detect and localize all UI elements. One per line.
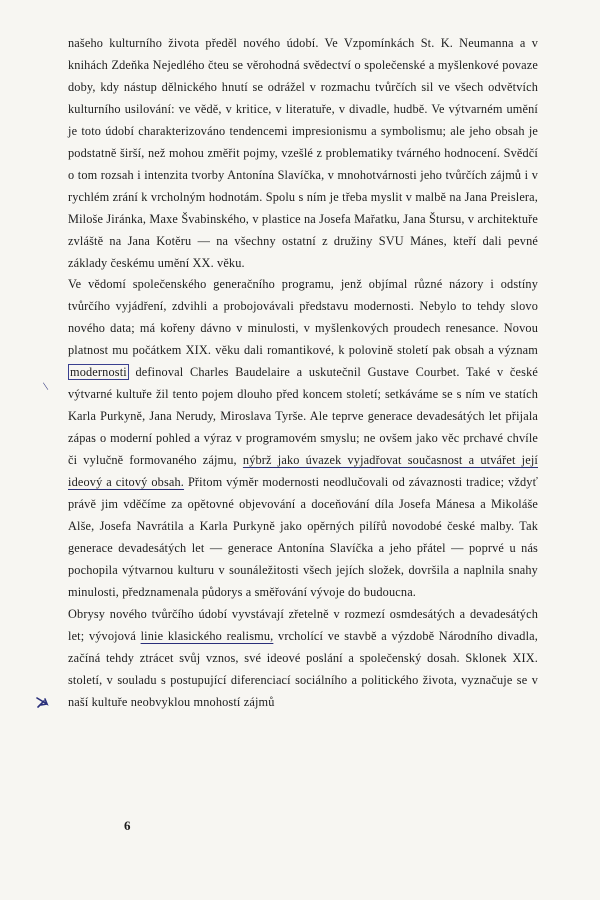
- paragraph-2-text-c: Přitom výměr modernosti neodlučovali od závaznosti tradice; vždyť právě jim vděčíme za opětovné objevování a doceňování díla Josefa Mánesa a Mikoláše Alše, Josefa Navrátila a Karla Purkyně jako opěrných pilířů novodobé české malby. Tak generace devadesátých let — generace Antonína Slavíčka a jeho přátel — poprvé u nás pochopila výtvarnou kulturu v sounáležitosti všech jejích složek, dovršila a naplnila snahy minulosti, předznamenala půdorys a směřování vývoje do budoucna.: [68, 475, 539, 599]
- underlined-passage-annotation: nýbrž jako úvazek vyjadřovat současnost a utvářet její ideový a citový obsah.: [68, 453, 538, 490]
- page-number: 6: [124, 818, 131, 833]
- paragraph-1: [68, 33, 538, 274]
- margin-arrow-icon: [35, 695, 57, 716]
- paragraph-3-text-b: vrcholící ve stavbě a výzdobě Národního divadla, začíná tehdy ztrácet svůj vznos, své ideové poslání a společenský dosah. Sklonek XIX. století, v souladu s postupující diferenciací sociálního a politického života, vyznačuje se v naší kultuře neobvyklou mnohostí zájmů: [68, 628, 538, 709]
- paragraph-3-text-a: Obrysy nového tvůrčího údobí vyvstávají zřetelně v rozmezí osmdesátých a devadesátých let; vývojová: [68, 606, 538, 643]
- paragraph-2-text-a: Ve vědomí společenského generačního programu, jenž objímal různé názory i odstíny tvůrčího vyjádření, zdvihli a probojovávali představu modernosti. Nebylo to tehdy slovo nového data; má kořeny dávno v minulosti, v myšlenkových proudech renesance. Novou platnost mu počátkem XIX. věku dali romantikové, k polovině století pak obsah a význam: [68, 277, 538, 358]
- body-text: [68, 33, 538, 714]
- paragraph-3: [68, 604, 538, 714]
- paragraph-2-text-b: definoval Charles Baudelaire a uskutečnil Gustave Courbet. Také v české výtvarné kultuře žil tento pojem dlouho před koncem století; setkáváme se s ním ve statích Karla Purkyně, Jana Nerudy, Miroslava Tyrše. Ale teprve generace devadesátých let přijala zápas o moderní pohled a výraz v programovém smyslu; ne ovšem jako věc prchavé chvíle či vylučně formovaného zájmu,: [68, 365, 538, 468]
- boxed-word-annotation: modernosti: [70, 365, 127, 380]
- margin-tick-mark: \: [42, 378, 49, 394]
- underlined-phrase-annotation: linie klasického realismu,: [140, 628, 274, 643]
- paragraph-1-text: našeho kulturního života předěl nového údobí. Ve Vzpomínkách St. K. Neumanna a v knihách Zdeňka Nejedlého čteu se věrohodná svědectví o společenské a myšlenkové povaze doby, kdy nástup dělnického hnutí se odrážel v rozmachu tvůrčích sil ve všech odvětvích kulturního usilování: ve vědě, v kritice, v literatuře, v divadle, hudbě. Ve výtvarném umění je toto údobí charakterizováno tendencemi impresionismu a symbolismu; ale jeho obsah je podstatně širší, než mohou změřit pojmy, vzešlé z problematiky tvárného hodnocení. Svědčí o tom rozsah i intenzita tvorby Antonína Slavíčka, v mnohotvárnosti jeho tvůrčích zájmů i v rychlém zrání k vrcholným hodnotám. Spolu s ním je třeba myslit v malbě na Jana Preislera, Miloše Jiránka, Maxe Švabinského, v plastice na Josefa Mařatku, Jana Štursu, v architektuře zvláště na Jana Kotěru — na všechny ostatní z družiny SVU Mánes, kteří dali pevné základy českému umění XX. věku.: [68, 36, 538, 270]
- paragraph-2: [68, 274, 538, 603]
